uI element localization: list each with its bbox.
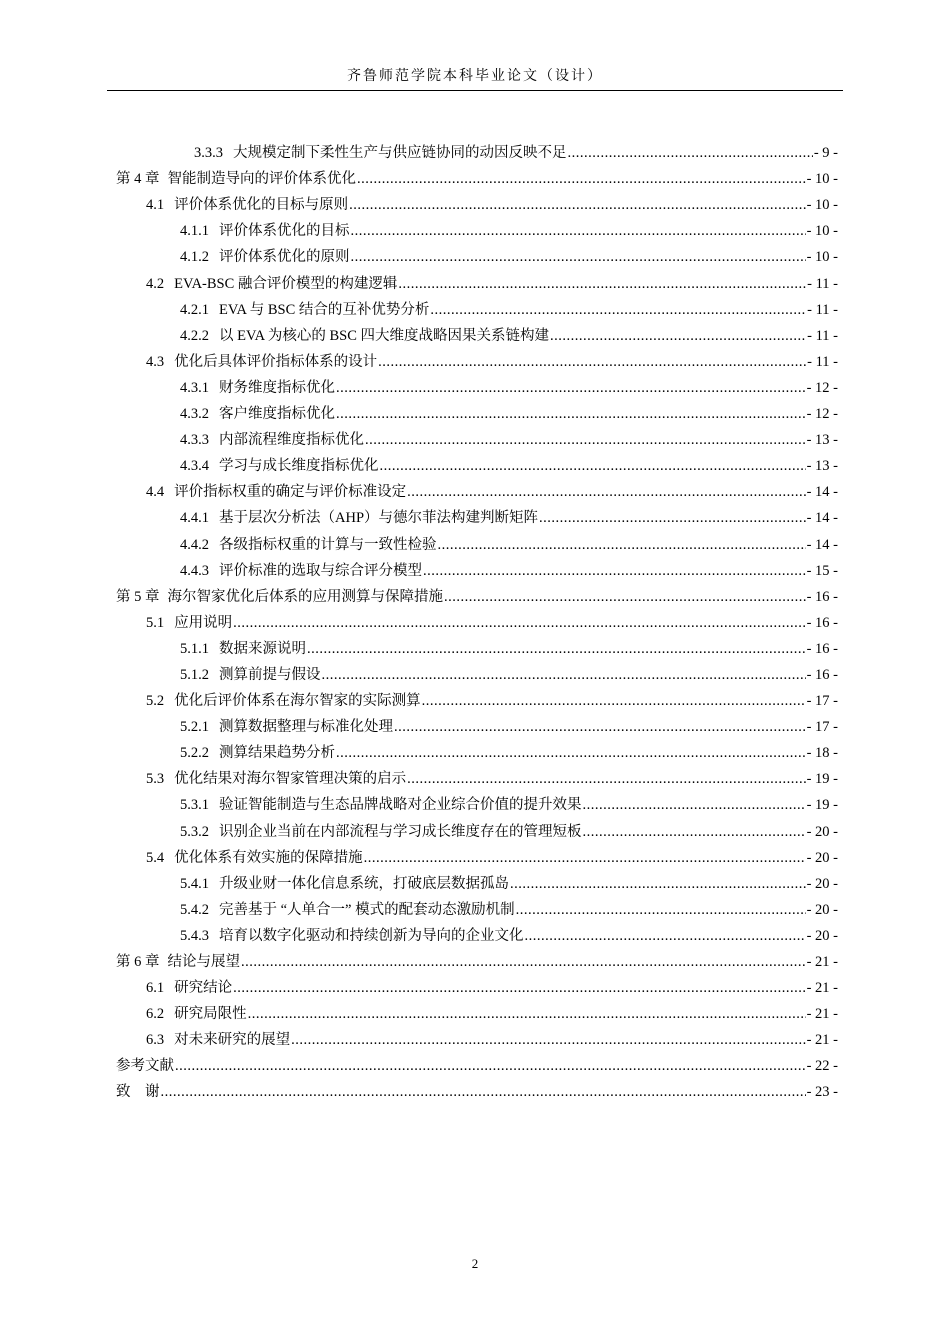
toc-entry-page: - 14 - <box>806 484 838 501</box>
toc-entry-number: 4.3.2 <box>180 406 209 423</box>
toc-entry-number: 5.2.2 <box>180 745 209 762</box>
toc-leader-dots <box>380 456 806 476</box>
toc-entry-page: - 9 - <box>813 145 838 162</box>
toc-entry-page: - 11 - <box>807 353 838 370</box>
toc-entry-number: 4.1 <box>146 197 165 214</box>
toc-entry-page: - 16 - <box>806 640 838 657</box>
page-number: 2 <box>471 1256 479 1271</box>
toc-entry-title: 评价体系优化的原则 <box>219 249 350 266</box>
toc-entry[interactable] <box>116 555 838 581</box>
page-header <box>107 64 843 91</box>
toc-entry[interactable] <box>116 215 838 241</box>
toc-entry-title: 研究结论 <box>174 980 233 997</box>
header-title: 齐鲁师范学院本科毕业论文（设计） <box>347 68 603 84</box>
toc-entry[interactable] <box>116 946 838 972</box>
toc-entry-title: 优化后评价体系在海尔智家的实际测算 <box>174 693 421 710</box>
toc-leader-dots <box>550 326 806 346</box>
toc-entry-title: 完善基于 “人单合一” 模式的配套动态激励机制 <box>219 901 515 918</box>
toc-leader-dots <box>322 665 806 685</box>
toc-entry-page: - 19 - <box>806 797 838 814</box>
toc-leader-dots <box>161 1082 806 1102</box>
toc-entry-page: - 10 - <box>806 171 838 188</box>
toc-entry[interactable] <box>116 998 838 1024</box>
toc-entry-title: 培育以数字化驱动和持续创新为导向的企业文化 <box>219 927 524 944</box>
toc-entry[interactable] <box>116 267 838 293</box>
toc-entry[interactable] <box>116 789 838 815</box>
toc-entry[interactable] <box>116 346 838 372</box>
toc-entry-page: - 21 - <box>806 954 838 970</box>
toc-entry-number: 4.3.4 <box>180 458 209 475</box>
toc-entry[interactable] <box>116 659 838 685</box>
toc-entry[interactable] <box>116 424 838 450</box>
toc-leader-dots <box>336 743 806 763</box>
toc-entry[interactable] <box>116 633 838 659</box>
toc-leader-dots <box>423 561 806 581</box>
toc-entry-page: - 20 - <box>806 875 838 892</box>
toc-entry-number: 4.3 <box>146 353 165 370</box>
toc-entry-number: 5.1 <box>146 614 165 631</box>
toc-entry[interactable] <box>116 607 838 633</box>
toc-entry-number: 5.3.2 <box>180 823 209 840</box>
toc-entry-title: 基于层次分析法（AHP）与德尔菲法构建判断矩阵 <box>219 510 539 527</box>
toc-entry-title: 升级业财一体化信息系统，打破底层数据孤岛 <box>219 875 509 892</box>
toc-entry-page: - 12 - <box>806 379 838 396</box>
toc-entry-number: 第 6 章 <box>116 954 160 970</box>
toc-entry-number: 4.4 <box>146 484 165 501</box>
toc-entry-number: 4.2.1 <box>180 301 209 318</box>
toc-leader-dots <box>394 717 806 737</box>
toc-entry-number: 6.3 <box>146 1032 165 1049</box>
toc-entry[interactable] <box>116 450 838 476</box>
toc-entry-number: 6.2 <box>146 1006 165 1023</box>
toc-leader-dots <box>438 535 806 555</box>
toc-leader-dots <box>510 874 806 894</box>
toc-leader-dots <box>175 1056 806 1076</box>
toc-leader-dots <box>378 352 806 372</box>
toc-entry-title: 内部流程维度指标优化 <box>219 432 364 449</box>
toc-entry-title: 测算结果趋势分析 <box>219 745 335 762</box>
toc-entry-title: 评价体系优化的目标与原则 <box>174 197 349 214</box>
toc-entry-number: 5.3 <box>146 771 165 788</box>
toc-entry[interactable] <box>116 294 838 320</box>
toc-leader-dots <box>357 169 806 189</box>
toc-entry-title: 评价体系优化的目标 <box>219 223 350 240</box>
toc-entry-page: - 23 - <box>806 1084 838 1101</box>
toc-entry-number: 4.3.3 <box>180 432 209 449</box>
toc-entry[interactable] <box>116 868 838 894</box>
toc-entry-page: - 17 - <box>806 693 838 710</box>
toc-entry[interactable] <box>116 476 838 502</box>
toc-entry-number: 4.1.2 <box>180 249 209 266</box>
toc-entry[interactable] <box>116 920 838 946</box>
toc-leader-dots <box>583 822 806 842</box>
toc-entry-page: - 18 - <box>806 745 838 762</box>
toc-entry-number: 5.3.1 <box>180 797 209 814</box>
toc-leader-dots <box>351 247 806 267</box>
toc-entry-title: 测算数据整理与标准化处理 <box>219 719 393 736</box>
toc-entry-number: 4.4.2 <box>180 536 209 553</box>
toc-entry-number: 5.4.1 <box>180 875 209 892</box>
toc-entry-number: 4.1.1 <box>180 223 209 240</box>
toc-entry-title: EVA 与 BSC 结合的互补优势分析 <box>219 301 430 318</box>
toc-entry-page: - 12 - <box>806 406 838 423</box>
toc-entry-number: 3.3.3 <box>194 145 223 162</box>
toc-entry-title: 优化结果对海尔智家管理决策的启示 <box>174 771 407 788</box>
toc-entry[interactable] <box>116 685 838 711</box>
toc-entry[interactable] <box>116 320 838 346</box>
toc-entry[interactable] <box>116 189 838 215</box>
toc-entry-page: - 21 - <box>806 980 838 997</box>
toc-entry[interactable] <box>116 398 838 424</box>
toc-leader-dots <box>407 482 805 502</box>
toc-entry[interactable] <box>116 581 838 607</box>
toc-leader-dots <box>516 900 806 920</box>
toc-entry-page: - 10 - <box>806 197 838 214</box>
toc-entry-page: - 20 - <box>806 823 838 840</box>
toc-entry-number: 4.2.2 <box>180 327 209 344</box>
toc-entry-title: 学习与成长维度指标优化 <box>219 458 379 475</box>
toc-entry-title: 大规模定制下柔性生产与供应链协同的动因反映不足 <box>233 145 567 162</box>
toc-entry-number: 4.3.1 <box>180 379 209 396</box>
toc-entry-number: 5.4.2 <box>180 901 209 918</box>
toc-leader-dots <box>336 404 806 424</box>
toc-entry-title: 数据来源说明 <box>219 640 306 657</box>
toc-entry[interactable] <box>116 372 838 398</box>
toc-entry-title: 优化后具体评价指标体系的设计 <box>174 353 378 370</box>
toc-entry-title: 评价指标权重的确定与评价标准设定 <box>174 484 407 501</box>
toc-leader-dots <box>248 1004 806 1024</box>
toc-leader-dots <box>365 430 806 450</box>
toc-entry-title: 智能制造导向的评价体系优化 <box>167 171 356 188</box>
toc-entry-page: - 13 - <box>806 432 838 449</box>
toc-entry[interactable] <box>116 1076 838 1102</box>
toc-entry-title: 各级指标权重的计算与一致性检验 <box>219 536 437 553</box>
toc-entry-page: - 16 - <box>806 588 838 605</box>
toc-leader-dots <box>430 300 806 320</box>
toc-entry-page: - 14 - <box>806 536 838 553</box>
toc-leader-dots <box>241 952 806 972</box>
toc-leader-dots <box>539 508 806 528</box>
toc-entry-title: 评价标准的选取与综合评分模型 <box>219 562 422 579</box>
toc-entry-number: 5.1.1 <box>180 640 209 657</box>
toc-entry-page: - 19 - <box>806 771 838 788</box>
toc-entry[interactable] <box>116 737 838 763</box>
toc-entry[interactable] <box>116 711 838 737</box>
toc-entry-page: - 21 - <box>806 1032 838 1049</box>
toc-entry[interactable] <box>116 1024 838 1050</box>
toc-entry-title: 应用说明 <box>174 614 233 631</box>
toc-leader-dots <box>349 195 805 215</box>
toc-entry-title: 测算前提与假设 <box>219 666 321 683</box>
toc-entry-number: 4.2 <box>146 275 165 292</box>
toc-leader-dots <box>364 848 806 868</box>
toc-entry-page: - 15 - <box>806 562 838 579</box>
toc-entry-number: 5.2 <box>146 693 165 710</box>
toc-entry[interactable] <box>116 241 838 267</box>
toc-entry[interactable] <box>116 815 838 841</box>
toc-leader-dots <box>583 795 806 815</box>
toc-entry-title: 财务维度指标优化 <box>219 379 335 396</box>
toc-entry-number: 4.4.3 <box>180 562 209 579</box>
toc-entry-page: - 10 - <box>806 249 838 266</box>
toc-entry-number: 5.1.2 <box>180 666 209 683</box>
toc-entry-page: - 10 - <box>806 223 838 240</box>
toc-entry-page: - 22 - <box>806 1058 838 1075</box>
toc-entry[interactable] <box>116 137 838 163</box>
toc-entry-title: 以 EVA 为核心的 BSC 四大维度战略因果关系链构建 <box>219 327 550 344</box>
toc-entry-number: 第 5 章 <box>116 588 160 605</box>
toc-entry-number: 第 4 章 <box>116 171 160 188</box>
toc-entry-number: 4.4.1 <box>180 510 209 527</box>
toc-entry-title: 优化体系有效实施的保障措施 <box>174 849 363 866</box>
toc-entry-page: - 14 - <box>806 510 838 527</box>
toc-entry-number: 6.1 <box>146 980 165 997</box>
toc-entry-page: - 20 - <box>806 927 838 944</box>
toc-entry[interactable] <box>116 528 838 554</box>
toc-leader-dots <box>422 691 806 711</box>
toc-entry-number: 5.4.3 <box>180 927 209 944</box>
toc-entry-title: EVA-BSC 融合评价模型的构建逻辑 <box>174 275 398 292</box>
toc-entry[interactable] <box>116 763 838 789</box>
toc-entry[interactable] <box>116 972 838 998</box>
toc-leader-dots <box>233 613 805 633</box>
toc-entry-page: - 13 - <box>806 458 838 475</box>
toc-leader-dots <box>398 274 806 294</box>
toc-entry-page: - 11 - <box>807 327 838 344</box>
toc-leader-dots <box>525 926 806 946</box>
table-of-contents <box>116 137 838 1102</box>
toc-entry[interactable] <box>116 842 838 868</box>
toc-entry[interactable] <box>116 894 838 920</box>
toc-entry-title: 海尔智家优化后体系的应用测算与保障措施 <box>167 588 443 605</box>
page-footer <box>0 1256 950 1272</box>
toc-entry-title: 对未来研究的展望 <box>174 1032 291 1049</box>
toc-entry-page: - 11 - <box>807 301 838 318</box>
toc-leader-dots <box>444 587 806 607</box>
toc-entry-number: 5.2.1 <box>180 719 209 736</box>
toc-entry-title: 结论与展望 <box>167 954 240 970</box>
toc-entry-number: 5.4 <box>146 849 165 866</box>
toc-leader-dots <box>307 639 806 659</box>
toc-entry[interactable] <box>116 502 838 528</box>
toc-entry-page: - 16 - <box>806 614 838 631</box>
toc-leader-dots <box>233 978 805 998</box>
toc-entry-title: 参考文献 <box>116 1058 174 1075</box>
toc-entry-page: - 20 - <box>806 901 838 918</box>
toc-entry-page: - 17 - <box>806 719 838 736</box>
toc-leader-dots <box>568 143 813 163</box>
toc-entry-title: 识别企业当前在内部流程与学习成长维度存在的管理短板 <box>219 823 582 840</box>
toc-entry-page: - 11 - <box>807 275 838 292</box>
toc-entry[interactable] <box>116 1050 838 1076</box>
toc-entry[interactable] <box>116 163 838 189</box>
toc-entry-page: - 20 - <box>806 849 838 866</box>
toc-entry-title: 研究局限性 <box>174 1006 247 1023</box>
toc-entry-title: 验证智能制造与生态品牌战略对企业综合价值的提升效果 <box>219 797 582 814</box>
toc-leader-dots <box>351 221 806 241</box>
toc-entry-page: - 16 - <box>806 666 838 683</box>
toc-entry-title: 致 谢 <box>116 1084 160 1101</box>
toc-leader-dots <box>336 378 806 398</box>
toc-entry-title: 客户维度指标优化 <box>219 406 335 423</box>
toc-leader-dots <box>291 1030 805 1050</box>
toc-entry-page: - 21 - <box>806 1006 838 1023</box>
toc-leader-dots <box>407 769 805 789</box>
